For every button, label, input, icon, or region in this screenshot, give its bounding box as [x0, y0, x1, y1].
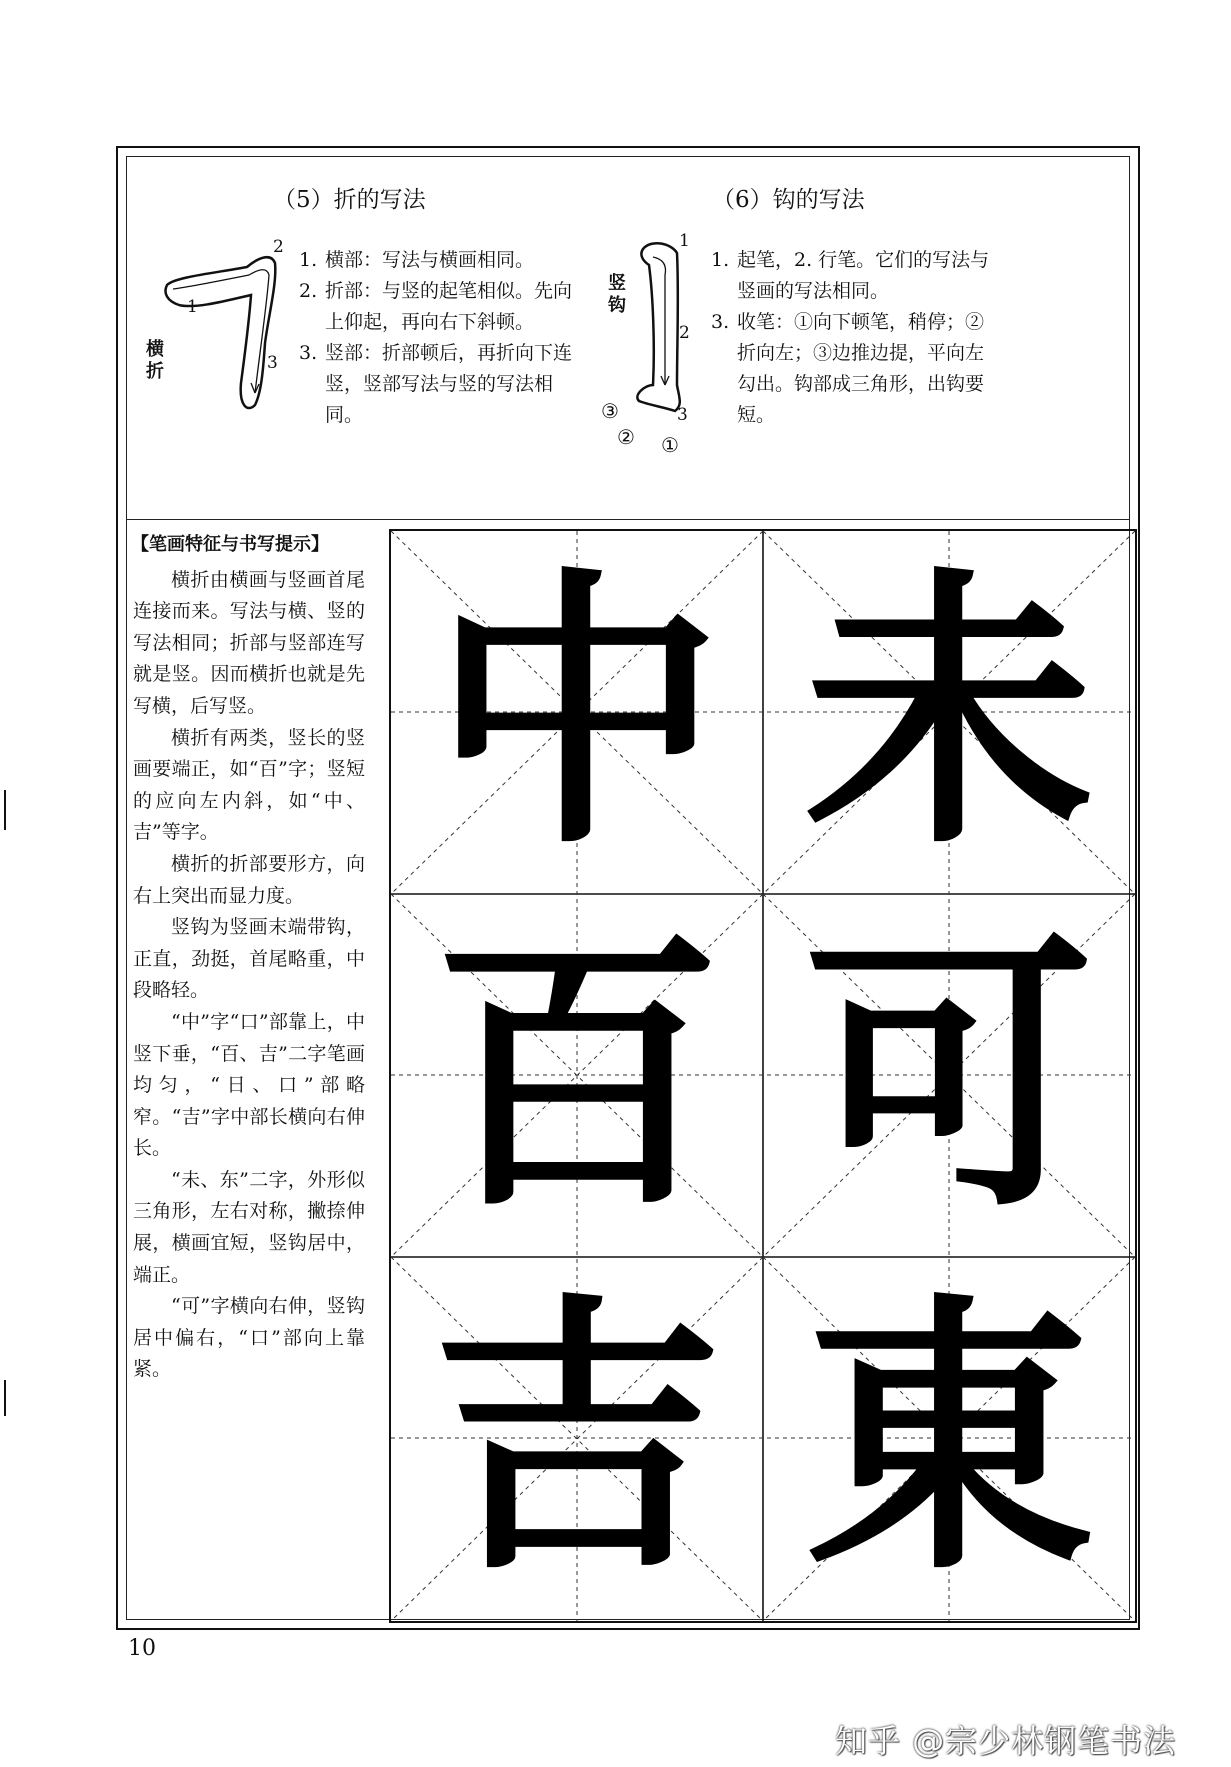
page-number: 10: [128, 1636, 156, 1661]
gou-heading: （6）钩的写法: [712, 187, 865, 213]
stroke-number: ②: [617, 425, 635, 449]
tips-paragraph: 横折有两类，竖长的竖画要端正，如“百”字；竖短的应向左内斜，如“中、吉”等字。: [133, 726, 365, 844]
stroke-number: 2: [679, 323, 690, 343]
model-character: 未: [804, 543, 1094, 883]
tips-paragraph: 横折的折部要形方，向右上突出而显力度。: [133, 852, 365, 907]
content-frame: [126, 156, 1130, 1620]
model-character: 吉: [432, 1269, 722, 1609]
step-item: 1. 起笔，2. 行笔。它们的写法与竖画的写法相同。: [711, 249, 990, 302]
step-item: 3. 收笔：①向下顿笔，稍停；②折向左；③边推边提，平向左勾出。钩部成三角形，出钩要短。: [711, 311, 985, 426]
stroke-number: 3: [267, 353, 278, 373]
stroke-number: ①: [661, 433, 679, 457]
zhe-steps: [299, 245, 589, 431]
tips-paragraph: “可”字横向右伸，竖钩居中偏右，“口”部向上靠紧。: [133, 1295, 365, 1381]
stroke-number: 1: [187, 297, 198, 317]
stroke-number: 3: [677, 405, 688, 425]
tips-paragraph: “中”字“口”部靠上，中竖下垂，“百、吉”二字笔画均匀，“日、口”部略窄。“吉”字中部长横向右伸长。: [133, 1010, 365, 1160]
model-character: 東: [804, 1269, 1094, 1609]
watermark: 知乎 @宗少林钢笔书法: [835, 1722, 1177, 1760]
model-character: 百: [432, 906, 722, 1246]
step-item: 1. 横部：写法与横画相同。: [299, 249, 535, 271]
mi-character-grid: [389, 529, 1137, 1623]
tips-paragraph: 竖钩为竖画末端带钩，正直，劲挺，首尾略重，中段略轻。: [133, 916, 365, 1002]
hengzhe-stroke-diagram: [155, 243, 285, 418]
step-item: 2. 折部：与竖的起笔相似。先向上仰起，再向右下斜顿。: [299, 280, 573, 333]
model-character: 中: [432, 543, 722, 883]
stroke-methods-panel: [127, 157, 1129, 520]
shugou-label: 竖钩: [608, 273, 626, 316]
page-frame: [116, 146, 1140, 1630]
zhe-heading: （5）折的写法: [273, 187, 426, 213]
tips-paragraph: 横折由横画与竖画首尾连接而来。写法与横、竖的写法相同；折部与竖部连写就是竖。因而横折也就是先写横，后写竖。: [133, 568, 365, 717]
stroke-number: 1: [679, 231, 690, 251]
stroke-number: 2: [273, 237, 284, 257]
hengzhe-label: 横折: [146, 339, 164, 382]
tips-paragraph: “未、东”二字，外形似三角形，左右对称，撇捺伸展，横画宜短，竖钩居中，端正。: [133, 1168, 365, 1286]
stroke-number: ③: [601, 399, 619, 423]
model-character: 可: [804, 906, 1094, 1246]
writing-tips: [127, 521, 371, 1619]
scan-edge-mark: [4, 1380, 6, 1416]
gou-steps: [711, 245, 1001, 431]
scan-edge-mark: [4, 790, 6, 830]
step-item: 3. 竖部：折部顿后，再折向下连竖，竖部写法与竖的写法相同。: [299, 342, 573, 426]
tips-title: 【笔画特征与书写提示】: [131, 534, 329, 555]
